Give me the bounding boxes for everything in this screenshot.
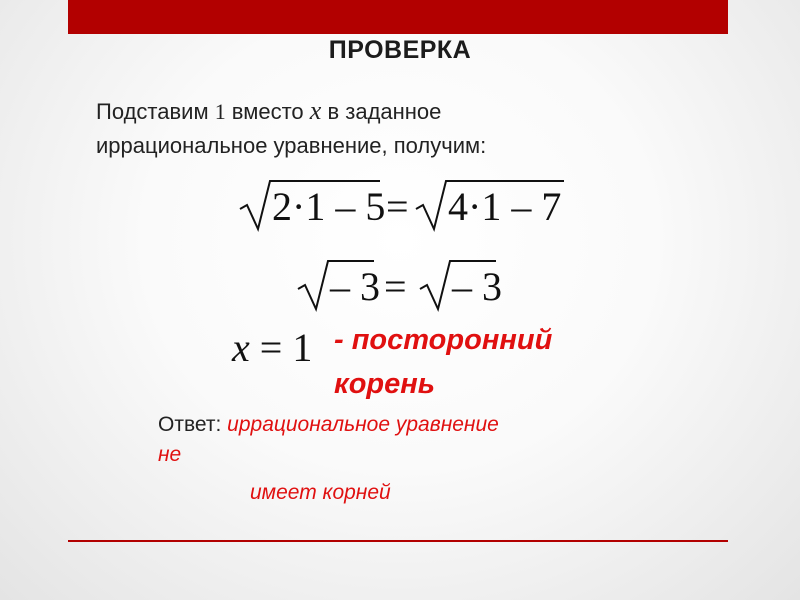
extraneous-line1: - посторонний <box>334 324 553 356</box>
extraneous-root-label <box>334 318 634 406</box>
slide-title: ПРОВЕРКА <box>328 36 472 64</box>
eq1-left-radicand: 2·1 – 5 <box>272 184 386 229</box>
answer-text-line2: не <box>158 443 182 466</box>
intro-part3: в заданное <box>321 99 442 124</box>
answer-block <box>158 410 678 508</box>
eq2-right-radicand: – 3 <box>452 264 502 309</box>
eq1-equals: = <box>386 184 409 229</box>
intro-part2: вместо <box>225 99 310 124</box>
equation-substitution <box>238 175 578 235</box>
eq3-variable: x <box>232 325 250 370</box>
answer-text-line3: имеет корней <box>250 481 391 504</box>
eq1-right-radicand: 4·1 – 7 <box>448 184 562 229</box>
eq2-left-radicand: – 3 <box>330 264 380 309</box>
equation-simplified <box>296 255 516 315</box>
intro-variable: x <box>309 96 322 125</box>
extraneous-line2: корень <box>334 368 435 400</box>
equation-root <box>232 320 332 380</box>
intro-line2: иррациональное уравнение, получим: <box>96 133 487 158</box>
answer-label: Ответ: <box>158 413 228 436</box>
intro-text <box>96 94 736 163</box>
top-accent-bar <box>68 0 728 34</box>
eq3-value: = 1 <box>249 325 313 370</box>
intro-part1: Подставим <box>96 99 215 124</box>
bottom-divider <box>68 540 728 542</box>
answer-text-line1: иррациональное уравнение <box>227 413 499 436</box>
eq2-equals: = <box>384 264 407 309</box>
intro-number: 1 <box>214 99 226 124</box>
